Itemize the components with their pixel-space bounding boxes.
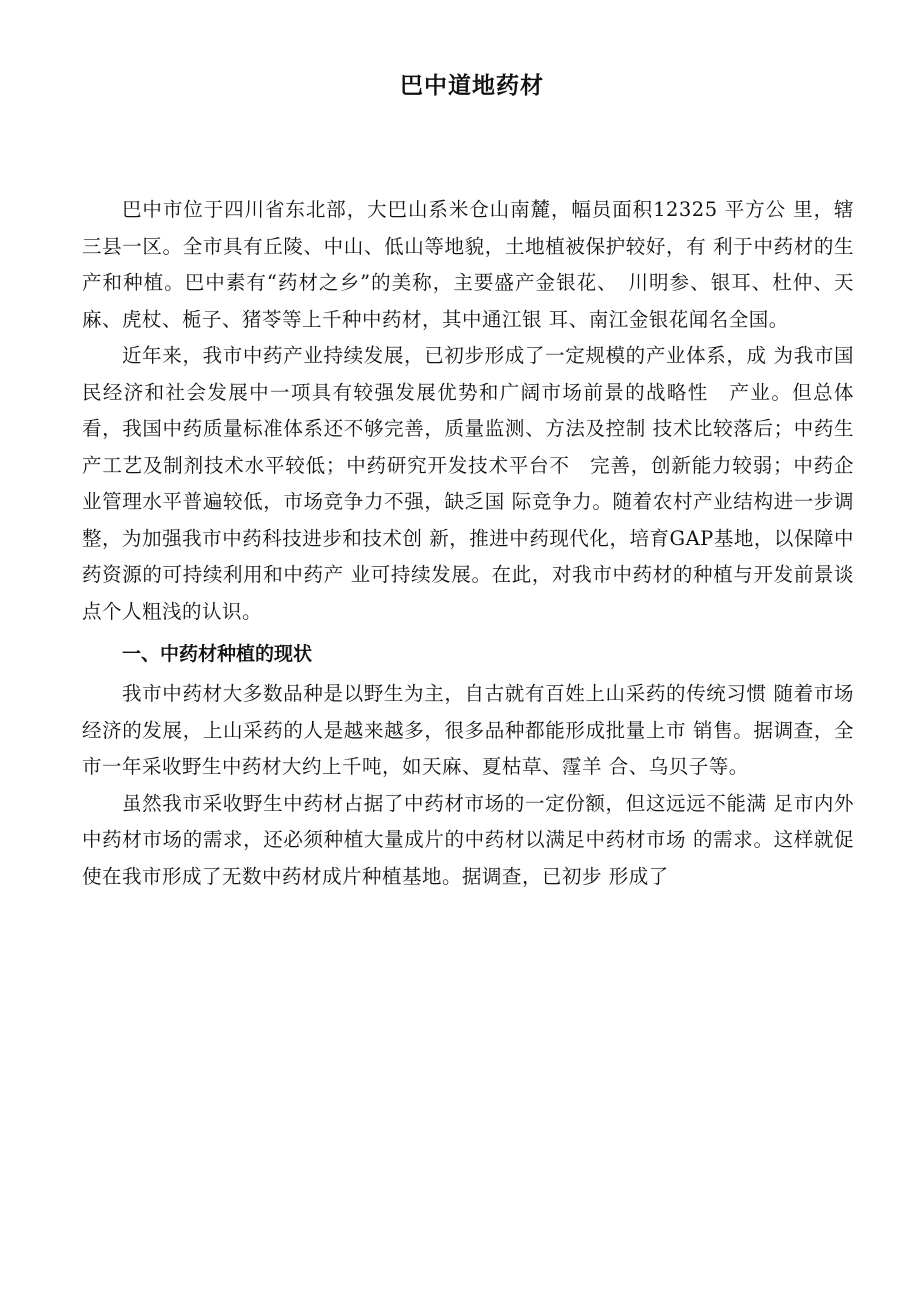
document-title: 巴中道地药材	[400, 73, 544, 99]
paragraph-cultivation: 虽然我市采收野生中药材占据了中药材市场的一定份额，但这远远不能满 足市内外中药材市场的需求，还必须种植大量成片的中药材以满足中药材市场 的需求。这样就促使在我市形成了无数中药材成片种植基地。据调查，已初步 形成了	[82, 791, 854, 888]
paragraph-intro: 巴中市位于四川省东北部，大巴山系米仓山南麓，幅员面积12325 平方公 里，辖三县一区。全市具有丘陵、中山、低山等地貌，土地植被保护较好，有 利于中药材的生产和种植。巴中素有“药材之乡”的美称，主要盛产金银花、 川明参、银耳、杜仲、天麻、虎杖、栀子、猪苓等上千种中药材，其中通江银 耳、南江金银花闻名全国。	[82, 198, 854, 331]
paragraph-industry: 近年来，我市中药产业持续发展，已初步形成了一定规模的产业体系，成 为我市国民经济和社会发展中一项具有较强发展优势和广阔市场前景的战略性 产业。但总体看，我国中药质量标准体系还不够完善，质量监测、方法及控制 技术比较落后；中药生产工艺及制剂技术水平较低；中药研究开发技术平台不 完善，创新能力较弱；中药企业管理水平普遍较低，市场竞争力不强，缺乏国 际竞争力。随着农村产业结构进一步调整，为加强我市中药科技进步和技术创 新，推进中药现代化，培育GAP基地，以保障中药资源的可持续利用和中药产 业可持续发展。在此，对我市中药材的种植与开发前景谈点个人粗浅的认识。	[82, 344, 854, 623]
paragraph-wild-harvest: 我市中药材大多数品种是以野生为主，自古就有百姓上山采药的传统习惯 随着市场经济的发展，上山采药的人是越来越多，很多品种都能形成批量上市 销售。据调查，全市一年采收野生中药材大约上千吨，如天麻、夏枯草、霪羊 合、乌贝子等。	[82, 682, 854, 778]
section-heading: 一、中药材种植的现状	[122, 643, 313, 665]
